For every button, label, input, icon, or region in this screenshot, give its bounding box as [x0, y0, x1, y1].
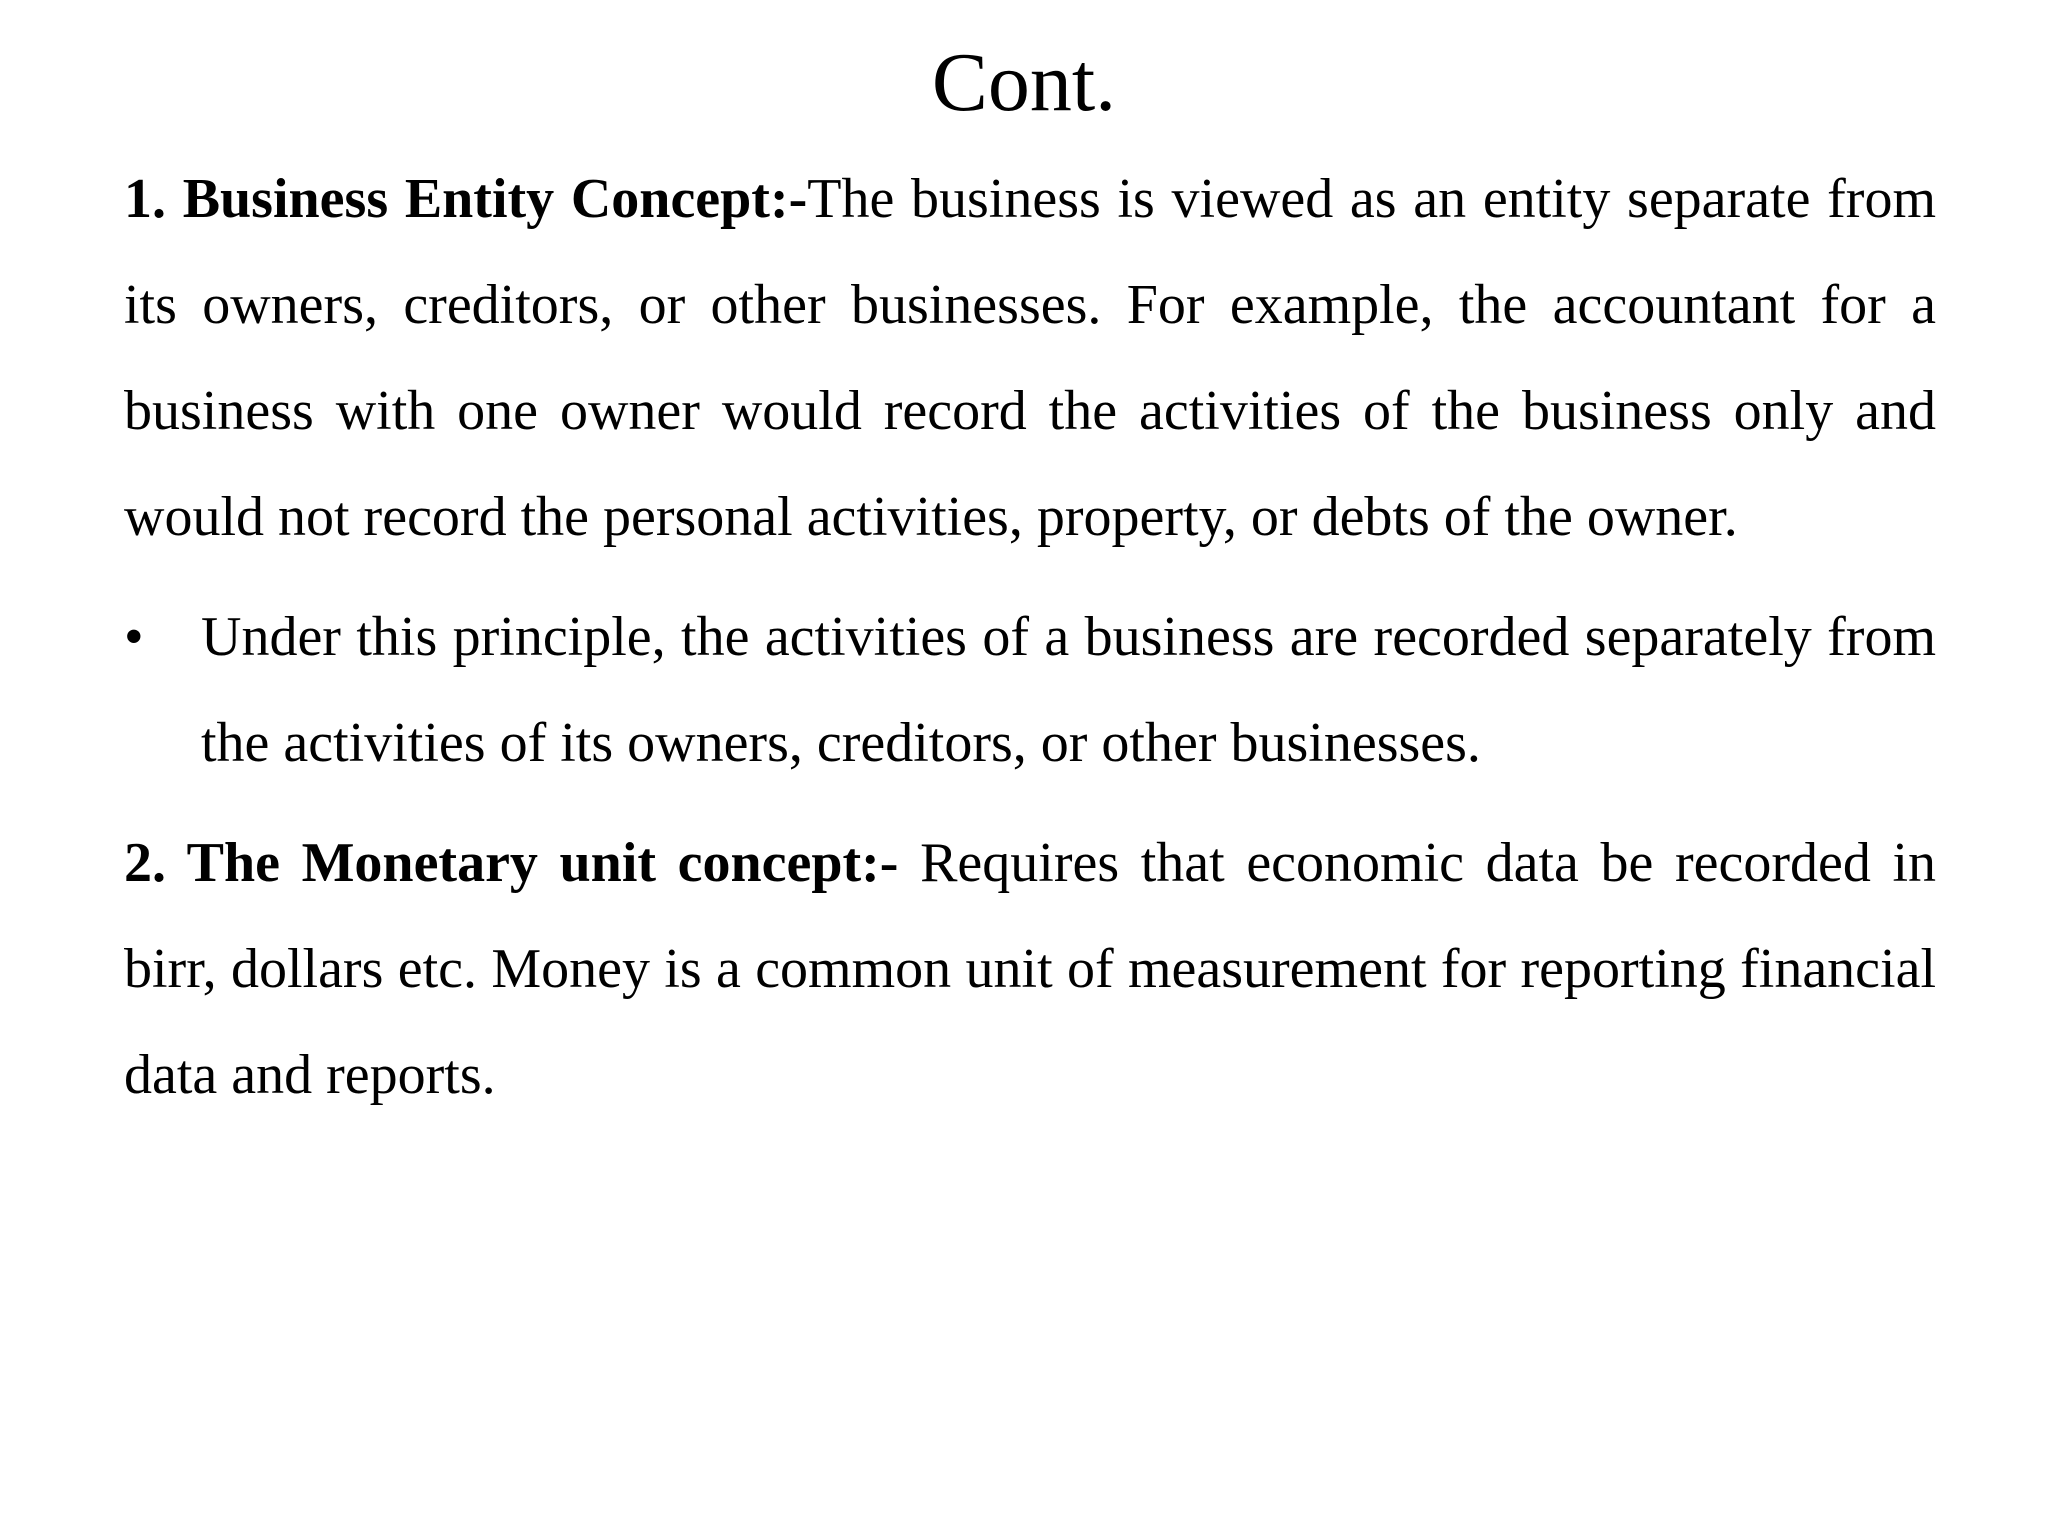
- bullet-item-text: Under this principle, the activities of a business are recorded separately from the activities of its owners, creditors, or other businesses.: [201, 606, 1936, 774]
- monetary-unit-text: Requires that economic data be recorded in birr, dollars etc. Money is a common unit of measurement for reporting financial data and reports.: [124, 832, 1937, 1106]
- bullet-icon: •: [124, 606, 144, 668]
- monetary-unit-paragraph: [124, 810, 1936, 1128]
- bullet-item: [124, 584, 1936, 796]
- monetary-unit-heading: 2. The Monetary unit concept:-: [124, 832, 899, 894]
- slide-body: [124, 146, 1936, 1128]
- business-entity-heading: 1. Business Entity Concept:-: [124, 168, 808, 230]
- business-entity-text: The business is viewed as an entity separate from its owners, creditors, or other businesses. For example, the accountant for a business with one owner would record the activities of the business only and would not record the personal activities, property, or debts of the owner.: [124, 168, 1937, 548]
- business-entity-paragraph: [124, 146, 1936, 570]
- slide-title: Cont.: [931, 36, 1117, 129]
